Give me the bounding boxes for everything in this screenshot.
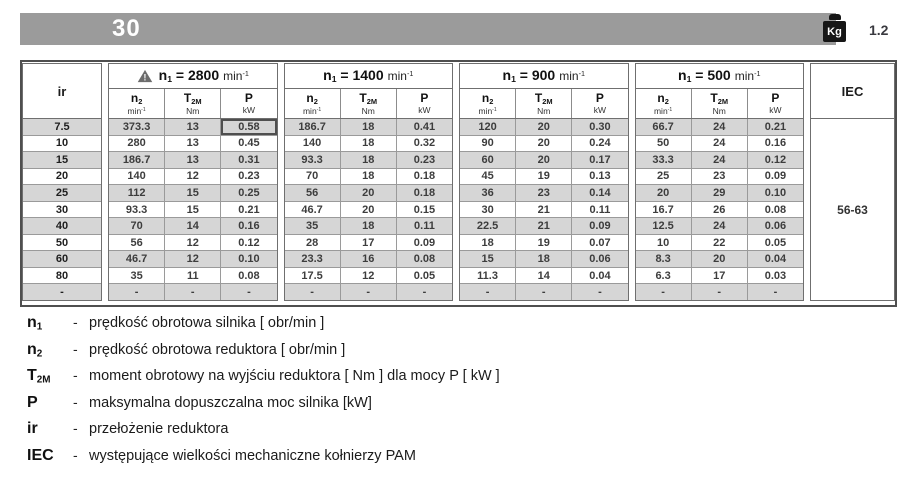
column-header-t2m [516, 89, 572, 118]
table-row [460, 169, 628, 186]
ir-column [22, 63, 102, 301]
data-cell: 13 [165, 119, 221, 135]
iec-column-header: IEC [811, 64, 894, 119]
data-cell: 0.10 [764, 186, 787, 199]
data-cell: 0.04 [589, 269, 611, 282]
data-cell: 46.7 [285, 202, 341, 218]
table-row [109, 268, 277, 285]
data-cell: 50 [636, 136, 692, 152]
data-cell: - [341, 284, 397, 300]
speed-group-1400 [284, 63, 454, 301]
data-cell: 0.14 [589, 186, 611, 199]
group-rows [460, 119, 628, 300]
data-cell: 17 [341, 235, 397, 251]
data-cell: 36 [460, 185, 516, 201]
data-cell: 45 [460, 169, 516, 185]
column-unit: kW [418, 105, 431, 116]
table-row [460, 235, 628, 252]
data-cell: 24 [692, 136, 748, 152]
column-unit: Nm [712, 105, 726, 116]
data-cell: 0.06 [764, 220, 787, 233]
data-cell: 14 [165, 218, 221, 234]
group-header [636, 64, 804, 89]
column-unit: $\min^{-1}$ [302, 105, 322, 116]
column-headers [109, 89, 277, 119]
table-row [109, 284, 277, 300]
table-row [109, 136, 277, 153]
table-row [109, 119, 277, 136]
data-cell: - [285, 284, 341, 300]
legend-dash: - [73, 393, 78, 410]
data-cell: 0.16 [238, 220, 260, 233]
data-cell: - [516, 284, 572, 300]
data-cell: 93.3 [109, 202, 165, 218]
ir-value: 10 [55, 137, 69, 150]
group-header [109, 64, 277, 89]
legend-dash: - [73, 367, 78, 383]
ir-rows [23, 119, 101, 300]
weight-icon-knob [829, 14, 841, 20]
data-cell: 8.3 [636, 251, 692, 267]
data-cell: 16.7 [636, 202, 692, 218]
column-unit: kW [769, 105, 782, 116]
ir-row [23, 218, 101, 235]
column-header-n2 [636, 89, 692, 118]
data-cell: 0.16 [764, 137, 787, 150]
table-row [460, 202, 628, 219]
data-cell: 20 [516, 152, 572, 168]
data-cell: 18 [341, 152, 397, 168]
data-cell: 0.17 [589, 153, 611, 166]
data-cell: 0.23 [238, 170, 260, 183]
column-header-n2 [285, 89, 341, 118]
table-row [285, 136, 453, 153]
ir-row [23, 202, 101, 219]
data-cell: 186.7 [285, 119, 341, 135]
data-cell: 0.23 [413, 153, 436, 166]
table-row [460, 251, 628, 268]
data-cell: 16 [341, 251, 397, 267]
ir-value: 7.5 [54, 120, 70, 133]
table-row [460, 185, 628, 202]
speed-group-2800 [108, 63, 278, 301]
legend-item [27, 341, 500, 368]
column-header-p [221, 89, 276, 118]
ir-row [23, 185, 101, 202]
column-symbol: P [771, 91, 780, 106]
table-row [460, 119, 628, 136]
iec-flange-value: 56-63 [811, 119, 894, 300]
legend-desc: prędkość obrotowa silnika [ obr/min ] [89, 315, 325, 331]
table-row [636, 251, 804, 268]
ir-value: 30 [55, 203, 69, 216]
table-row [285, 268, 453, 285]
ir-row [23, 251, 101, 268]
group-rows [285, 119, 453, 300]
table-row [285, 169, 453, 186]
data-cell: 23.3 [285, 251, 341, 267]
data-cell: - [247, 286, 251, 299]
data-cell: - [692, 284, 748, 300]
data-cell: 60 [460, 152, 516, 168]
data-cell: 17.5 [285, 268, 341, 284]
data-cell: 35 [285, 218, 341, 234]
column-header-n2 [460, 89, 516, 118]
data-cell: 56 [285, 185, 341, 201]
data-cell: 0.30 [589, 120, 611, 133]
column-symbol: n2 [130, 90, 143, 106]
data-cell: 0.13 [589, 170, 611, 183]
data-cell: 20 [341, 202, 397, 218]
data-cell: 12 [165, 251, 221, 267]
data-cell: 0.21 [764, 120, 787, 133]
data-cell: 22.5 [460, 218, 516, 234]
ir-column-header: ir [23, 64, 101, 119]
data-cell: 0.09 [589, 220, 611, 233]
data-cell: 0.21 [238, 203, 260, 216]
data-cell: 18 [341, 169, 397, 185]
table-row [285, 202, 453, 219]
column-unit: Nm [537, 105, 551, 116]
ir-row [23, 268, 101, 285]
iec-column [810, 63, 895, 301]
legend-dash: - [73, 314, 78, 330]
ratings-table [20, 60, 897, 307]
legend-term: P [27, 393, 38, 411]
data-cell: 12 [165, 235, 221, 251]
data-cell: 15 [165, 202, 221, 218]
column-symbol: T2M [359, 90, 378, 106]
column-unit: kW [242, 105, 256, 116]
data-cell: 12 [165, 169, 221, 185]
column-symbol: n2 [657, 90, 669, 106]
table-row [460, 152, 628, 169]
data-cell: 112 [109, 185, 165, 201]
data-cell: 0.12 [764, 153, 787, 166]
legend-item [27, 394, 500, 421]
data-cell: 93.3 [285, 152, 341, 168]
data-cell: - [109, 284, 165, 300]
data-cell: 56 [109, 235, 165, 251]
legend-desc: maksymalna dopuszczalna moc silnika [kW] [89, 394, 372, 411]
data-cell: 6.3 [636, 268, 692, 284]
data-cell: 18 [460, 235, 516, 251]
data-cell: 46.7 [109, 251, 165, 267]
data-cell: 20 [692, 251, 748, 267]
column-header-p [397, 89, 452, 118]
data-cell: 0.08 [238, 269, 260, 282]
data-cell: 0.41 [413, 120, 436, 133]
ir-value: 80 [55, 269, 69, 282]
data-cell: 35 [109, 268, 165, 284]
data-cell: 90 [460, 136, 516, 152]
legend-item [27, 447, 500, 474]
ir-value: 50 [55, 236, 69, 249]
group-title: n1 = 500 [678, 67, 731, 85]
table-row [109, 152, 277, 169]
data-cell: 140 [285, 136, 341, 152]
data-cell: - [773, 286, 778, 299]
data-cell: 11 [165, 268, 221, 284]
data-cell: 0.06 [589, 253, 611, 266]
data-cell: 12.5 [636, 218, 692, 234]
data-cell: 0.25 [238, 186, 260, 199]
data-cell: 373.3 [109, 119, 165, 135]
legend-desc: moment obrotowy na wyjściu reduktora [ Nm ] dla mocy P [ kW ] [89, 368, 500, 384]
data-cell: 120 [460, 119, 516, 135]
data-cell: 0.11 [589, 203, 611, 216]
weight-icon-body: Kg [823, 21, 846, 42]
data-cell: 13 [165, 136, 221, 152]
column-symbol: T2M [183, 90, 202, 106]
data-cell: 10 [636, 235, 692, 251]
column-headers [285, 89, 453, 119]
group-title: n1 = 900 [502, 67, 556, 85]
data-cell: 18 [341, 136, 397, 152]
data-cell: 28 [285, 235, 341, 251]
table-row [460, 268, 628, 285]
column-symbol: P [244, 91, 253, 106]
data-cell: 18 [341, 218, 397, 234]
group-title: n1 = 2800 [158, 67, 220, 85]
legend-desc: prędkość obrotowa reduktora [ obr/min ] [89, 341, 346, 358]
data-cell: 15 [460, 251, 516, 267]
legend-item [27, 314, 500, 341]
data-cell: 17 [692, 268, 748, 284]
table-row [460, 136, 628, 153]
table-row [109, 169, 277, 186]
data-cell: 0.10 [238, 253, 260, 266]
column-header-p [748, 89, 803, 118]
table-row [636, 136, 804, 153]
data-cell: 20 [636, 185, 692, 201]
ir-value: 15 [55, 153, 69, 166]
speed-group-500 [635, 63, 805, 301]
legend-term: n2 [27, 340, 43, 359]
data-cell: 22 [692, 235, 748, 251]
data-cell: 21 [516, 202, 572, 218]
data-cell: 20 [516, 136, 572, 152]
table-row [109, 235, 277, 252]
table-row [636, 152, 804, 169]
column-header-n2 [109, 89, 165, 118]
table-row [109, 185, 277, 202]
legend-term: T2M [27, 367, 51, 386]
data-cell: 0.45 [238, 137, 260, 150]
data-cell: - [165, 284, 221, 300]
table-row [285, 235, 453, 252]
data-cell: 0.31 [238, 153, 260, 166]
column-headers [636, 89, 804, 119]
data-cell: 29 [692, 185, 748, 201]
data-cell: 0.05 [764, 236, 787, 249]
data-cell: 0.09 [764, 170, 787, 183]
svg-text:!: ! [143, 72, 147, 83]
ir-row [23, 169, 101, 186]
column-unit: $\min^{-1}$ [653, 105, 673, 116]
table-row [460, 284, 628, 300]
ir-value: 25 [55, 186, 69, 199]
group-unit: $\min^{-1}$ [387, 69, 414, 83]
table-row [285, 119, 453, 136]
legend-dash: - [73, 420, 78, 436]
data-cell: 14 [516, 268, 572, 284]
table-row [636, 119, 804, 136]
table-row [636, 284, 804, 300]
data-cell: 15 [165, 185, 221, 201]
data-cell: 11.3 [460, 268, 516, 284]
data-cell: - [598, 286, 602, 299]
data-cell: - [422, 286, 427, 299]
ir-value: - [60, 286, 64, 299]
data-cell: 19 [516, 169, 572, 185]
data-cell: - [636, 284, 692, 300]
group-unit: $\min^{-1}$ [559, 69, 585, 83]
table-row [285, 218, 453, 235]
table-row [460, 218, 628, 235]
data-cell: - [460, 284, 516, 300]
data-cell: 0.24 [589, 137, 611, 150]
data-cell: 24 [692, 218, 748, 234]
data-cell: 26 [692, 202, 748, 218]
data-cell: 20 [516, 119, 572, 135]
data-cell: 0.09 [413, 236, 436, 249]
data-cell: 33.3 [636, 152, 692, 168]
group-rows [109, 119, 277, 300]
data-cell: 0.18 [413, 186, 436, 199]
legend-term: n1 [27, 314, 43, 333]
table-row [636, 268, 804, 285]
data-cell: 24 [692, 119, 748, 135]
legend-term: ir [27, 420, 38, 437]
data-cell: 0.08 [764, 203, 787, 216]
ir-row [23, 284, 101, 300]
ir-value: 20 [55, 170, 69, 183]
ir-row [23, 152, 101, 169]
column-unit: Nm [361, 105, 375, 116]
weight-value: 1.2 [869, 22, 889, 38]
data-cell: 0.18 [413, 170, 436, 183]
table-row [109, 251, 277, 268]
legend-desc: przełożenie reduktora [89, 421, 229, 437]
column-symbol: T2M [710, 90, 729, 106]
data-cell: 24 [692, 152, 748, 168]
column-symbol: P [420, 91, 429, 106]
table-row [636, 202, 804, 219]
group-title: n1 = 1400 [323, 67, 384, 85]
data-cell: 12 [341, 268, 397, 284]
data-cell: 13 [165, 152, 221, 168]
ir-value: 60 [55, 253, 69, 266]
data-cell: 0.58 [221, 119, 276, 135]
warning-icon [137, 69, 153, 83]
ir-row [23, 119, 101, 136]
legend [27, 314, 500, 473]
column-header-p [572, 89, 627, 118]
data-cell: 70 [109, 218, 165, 234]
data-cell: 0.08 [413, 253, 436, 266]
data-cell: 23 [692, 169, 748, 185]
column-header-t2m [692, 89, 748, 118]
column-header-t2m [165, 89, 221, 118]
column-symbol: n2 [481, 90, 494, 106]
data-cell: 0.05 [413, 269, 436, 282]
legend-item [27, 367, 500, 394]
data-cell: 18 [341, 119, 397, 135]
data-cell: 186.7 [109, 152, 165, 168]
table-row [636, 235, 804, 252]
table-row [109, 218, 277, 235]
table-row [285, 284, 453, 300]
ir-row [23, 235, 101, 252]
table-row [285, 251, 453, 268]
column-unit: $\min^{-1}$ [127, 105, 146, 116]
ir-value: 40 [55, 220, 69, 233]
data-cell: 0.04 [764, 253, 787, 266]
table-row [636, 169, 804, 186]
column-unit: kW [593, 105, 607, 116]
table-row [285, 152, 453, 169]
column-symbol: n2 [306, 90, 318, 106]
legend-desc: występujące wielkości mechaniczne kołnierzy PAM [89, 447, 416, 464]
ir-row [23, 136, 101, 153]
data-cell: 21 [516, 218, 572, 234]
column-headers [460, 89, 628, 119]
data-cell: 0.32 [413, 137, 436, 150]
legend-item [27, 420, 500, 447]
table-row [109, 202, 277, 219]
table-row [636, 218, 804, 235]
data-cell: 0.15 [413, 203, 436, 216]
size-title-bar [20, 13, 836, 45]
group-unit: $\min^{-1}$ [223, 69, 249, 83]
data-cell: 0.11 [414, 220, 435, 233]
data-cell: 23 [516, 185, 572, 201]
gearbox-size-label: 30 [112, 15, 141, 42]
data-cell: 19 [516, 235, 572, 251]
data-cell: 20 [341, 185, 397, 201]
group-rows [636, 119, 804, 300]
data-cell: 30 [460, 202, 516, 218]
data-cell: 66.7 [636, 119, 692, 135]
data-cell: 140 [109, 169, 165, 185]
group-header [460, 64, 628, 89]
data-cell: 0.03 [764, 269, 787, 282]
table-row [636, 185, 804, 202]
column-header-t2m [341, 89, 397, 118]
group-unit: $\min^{-1}$ [734, 69, 761, 83]
column-unit: $\min^{-1}$ [478, 105, 497, 116]
group-header [285, 64, 453, 89]
data-cell: 0.07 [589, 236, 611, 249]
data-cell: 18 [516, 251, 572, 267]
column-symbol: P [595, 91, 604, 106]
legend-term: IEC [27, 446, 54, 464]
column-symbol: T2M [534, 90, 553, 106]
legend-dash: - [73, 446, 78, 463]
data-cell: 70 [285, 169, 341, 185]
data-cell: 0.12 [238, 236, 260, 249]
column-unit: Nm [186, 105, 200, 116]
data-cell: 280 [109, 136, 165, 152]
weight-kg-icon [823, 14, 847, 42]
data-cell: 25 [636, 169, 692, 185]
table-row [285, 185, 453, 202]
legend-dash: - [73, 340, 78, 357]
speed-group-900 [459, 63, 629, 301]
